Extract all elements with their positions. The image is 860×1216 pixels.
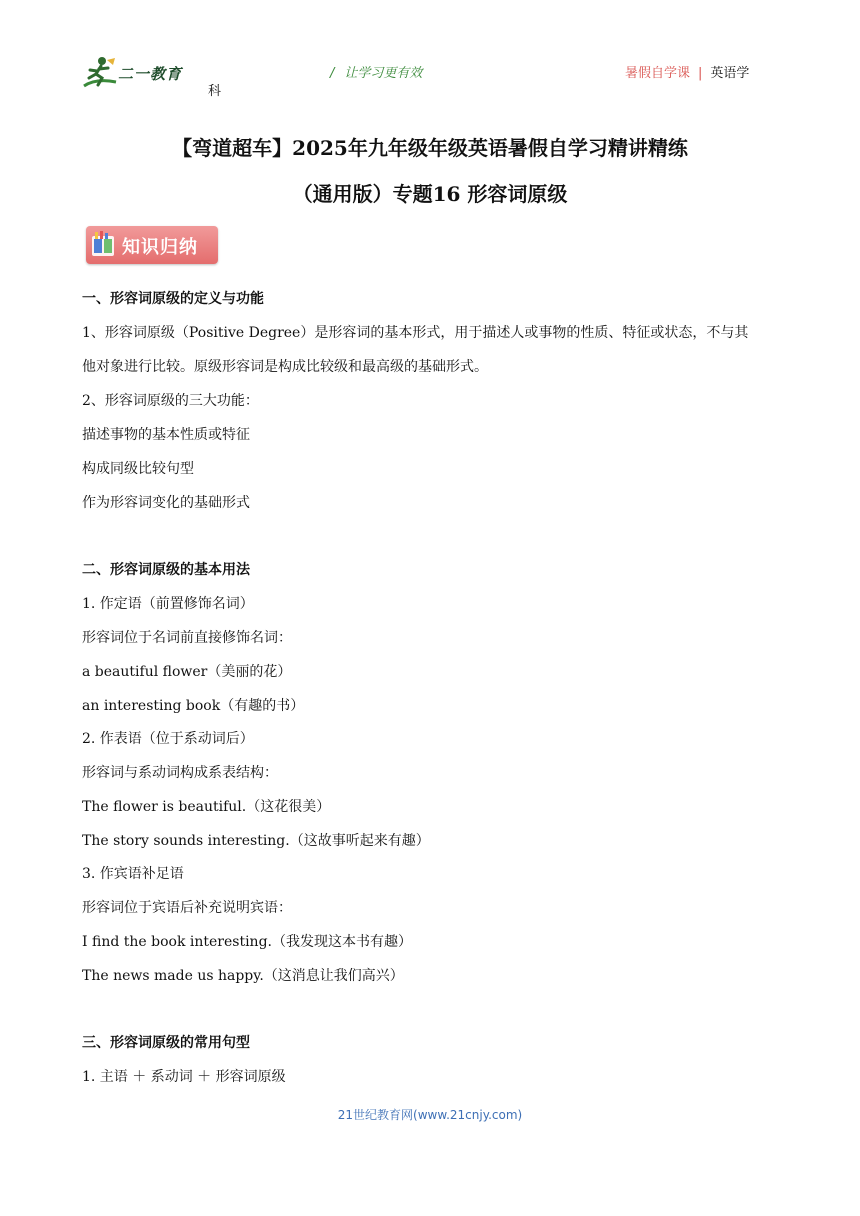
content-line: The story sounds interesting.（这故事听起来有趣） [82, 833, 430, 849]
content-line: 他对象进行比较。原级形容词是构成比较级和最高级的基础形式。 [82, 359, 488, 375]
content-line: 构成同级比较句型 [82, 461, 194, 477]
content-line: The news made us happy.（这消息让我们高兴） [82, 968, 404, 984]
content-line: 2、形容词原级的三大功能： [82, 393, 259, 409]
header-course-info [625, 62, 749, 81]
content-line: 3. 作宾语补足语 [82, 866, 184, 882]
logo-text: 二一教育 [118, 65, 183, 83]
course-label: 暑假自学课 [625, 66, 691, 81]
content-line: an interesting book（有趣的书） [82, 698, 305, 714]
content-line: I find the book interesting.（我发现这本书有趣） [82, 934, 412, 950]
content-line: 形容词位于名词前直接修饰名词： [82, 630, 292, 646]
content-line: 2. 作表语（位于系动词后） [82, 731, 254, 747]
footer-text[interactable]: 21世纪教育网(www.21cnjy.com) [337, 1108, 523, 1122]
content-line: The flower is beautiful.（这花很美） [82, 799, 331, 815]
content-line: 1. 作定语（前置修饰名词） [82, 596, 254, 612]
header-separator: | [698, 66, 703, 81]
content-line: 形容词与系动词构成系表结构： [82, 765, 278, 781]
content-line: 1、形容词原级（Positive Degree）是形容词的基本形式，用于描述人或事物的性质、特征或状态，不与其 [82, 325, 749, 341]
section-heading: 三、形容词原级的常用句型 [82, 1035, 250, 1051]
banner-label: 知识归纳 [122, 237, 198, 258]
section-heading: 一、形容词原级的定义与功能 [82, 291, 264, 307]
book-icon [90, 230, 116, 260]
header-slogan [330, 62, 422, 81]
page-title-line-2: （通用版）专题16 形容词原级 [292, 182, 568, 206]
slogan-slash: / [330, 66, 335, 81]
page-title-line-1: 【弯道超车】2025年九年级年级英语暑假自学习精讲精练 [172, 136, 688, 160]
runner-icon [82, 56, 118, 90]
content-line: 描述事物的基本性质或特征 [82, 427, 250, 443]
site-logo[interactable] [82, 56, 194, 90]
content-line: 形容词位于宾语后补充说明宾语： [82, 900, 292, 916]
content-line: 1. 主语 ＋ 系动词 ＋ 形容词原级 [82, 1069, 286, 1085]
header-subject-tail: 科 [208, 84, 222, 99]
subject-label: 英语学 [710, 66, 750, 81]
slogan-text: 让学习更有效 [344, 66, 423, 81]
content-line: 作为形容词变化的基础形式 [82, 495, 250, 511]
content-line: a beautiful flower（美丽的花） [82, 664, 292, 680]
section-heading: 二、形容词原级的基本用法 [82, 562, 250, 578]
knowledge-summary-banner [86, 226, 218, 264]
